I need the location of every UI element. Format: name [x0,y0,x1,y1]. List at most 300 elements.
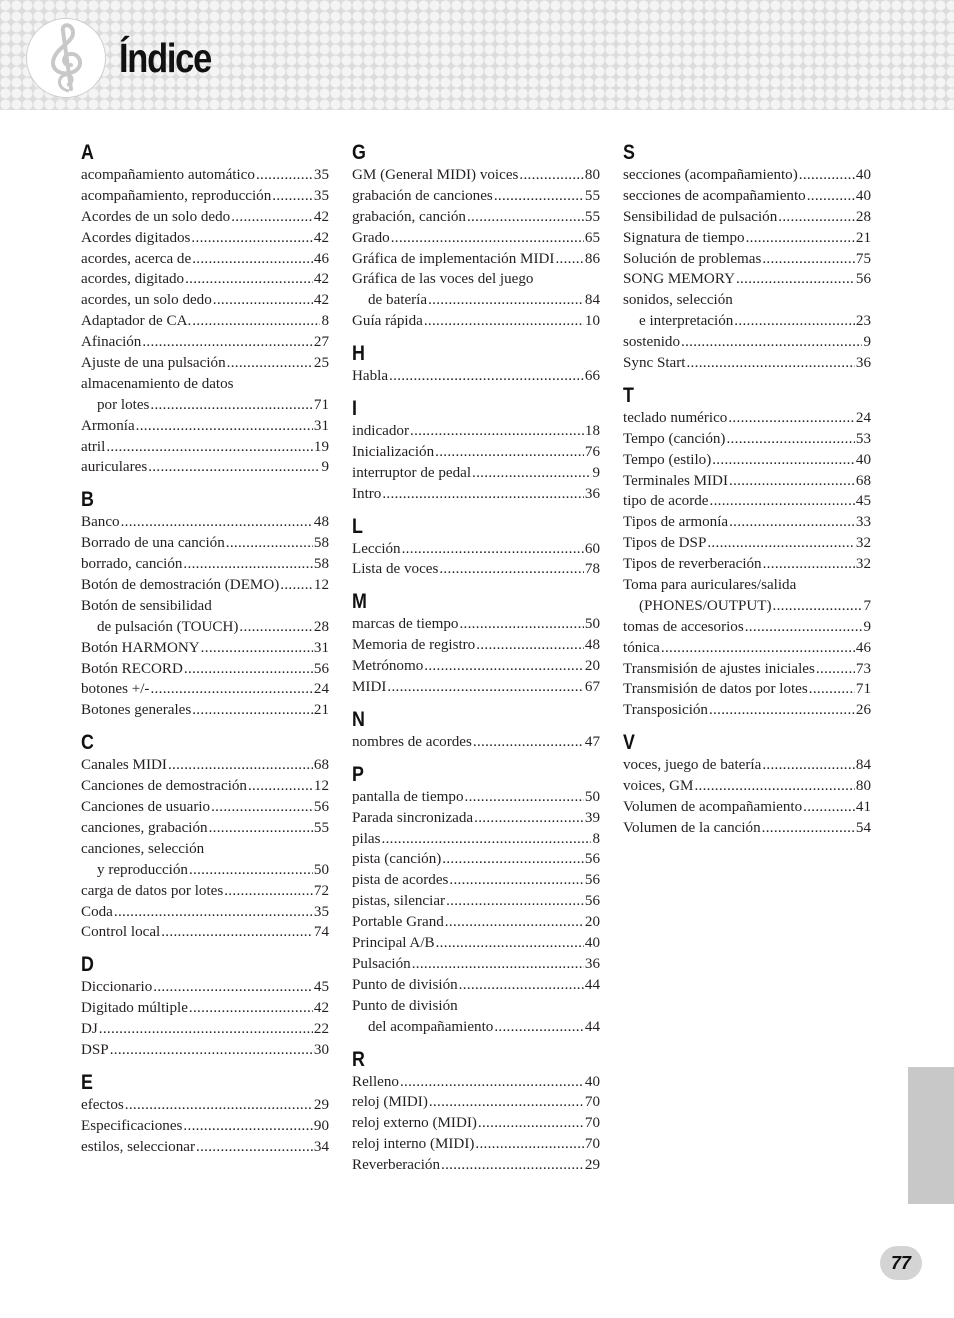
index-entry-line [81,818,329,839]
index-term: Acordes digitados [81,229,191,246]
index-entry-line [81,249,329,270]
dot-leader [446,891,584,912]
index-entry [81,977,329,998]
page-reference: 53 [855,430,871,447]
page-reference: 34 [313,1138,329,1155]
index-term: Signatura de tiempo [623,229,745,246]
index-entry-heading-line [81,374,329,395]
page-reference: 42 [313,292,329,309]
page-reference: 9 [863,334,871,351]
index-entry [352,787,600,808]
index-term: voces, juego de batería [623,757,762,774]
index-entry [81,1019,329,1040]
index-term: Transmisión de ajustes iniciales [623,660,815,677]
dot-leader [211,797,313,818]
dot-leader [153,977,313,998]
index-entry-line [352,1134,600,1155]
index-term: Principal A/B [352,935,435,952]
index-term: Sensibilidad de pulsación [623,208,778,225]
index-entry [81,839,329,881]
index-entry [623,450,871,471]
index-entry-line [352,1092,600,1113]
index-term: acordes, digitado [81,271,185,288]
index-term: indicador [352,423,409,440]
index-letter-group [81,141,329,478]
index-entry-line [81,332,329,353]
dot-leader [106,437,313,458]
index-entry [352,732,600,753]
index-section-letter: B [81,488,94,512]
index-letter-group [81,731,329,943]
page-reference: 55 [313,819,329,836]
index-letter-group [352,1048,600,1176]
index-term: Reverberación [352,1157,440,1174]
index-term: Tipos de reverberación [623,556,762,573]
index-letter-group [352,708,600,753]
dot-leader [436,933,584,954]
dot-leader [412,954,584,975]
index-entry-line [352,1072,600,1093]
page-reference: 19 [313,438,329,455]
index-entry-line [352,975,600,996]
index-entry-line [81,1040,329,1061]
index-term: Botón HARMONY [81,639,200,656]
index-entry [81,249,329,270]
index-entry-line [623,617,871,638]
dot-leader [709,700,855,721]
index-term: Punto de división [352,997,458,1014]
page-reference: 50 [584,788,600,805]
dot-leader [710,491,855,512]
dot-leader [191,228,312,249]
dot-leader [475,1134,584,1155]
index-entry-line [623,186,871,207]
index-entry [81,311,329,332]
index-section-letter: E [81,1070,93,1094]
index-term: Botón de demostración (DEMO) [81,577,280,594]
index-entry [352,559,600,580]
index-term: DJ [81,1021,98,1038]
index-term: Intro [352,485,382,502]
index-term: Botón RECORD [81,660,183,677]
index-term: teclado numérico [623,409,728,426]
index-letter-group [81,488,329,721]
index-term: Guía rápida [352,313,423,330]
index-entry-line [352,829,600,850]
index-entry [352,1072,600,1093]
page-reference: 75 [855,250,871,267]
page-reference: 56 [855,271,871,288]
index-term: atril [81,438,106,455]
page-reference: 9 [863,618,871,635]
dot-leader [465,787,584,808]
page-reference: 40 [855,187,871,204]
page-reference: 40 [584,935,600,952]
dot-leader [224,881,313,902]
dot-leader [435,442,584,463]
page-reference: 12 [313,778,329,795]
index-entry-line [623,659,871,680]
dot-leader [209,818,313,839]
index-term: y reproducción [97,861,188,878]
index-entry-line [352,1113,600,1134]
index-term: canciones, selección [81,840,205,857]
dot-leader [387,677,584,698]
index-entry [81,457,329,478]
index-entry-line [352,870,600,891]
index-term: de batería [368,292,428,309]
index-section-letter: M [352,590,367,614]
index-term: Canales MIDI [81,757,167,774]
index-entry-line [352,539,600,560]
index-entry-line [623,512,871,533]
index-entry-line [352,1155,600,1176]
dot-leader [478,1113,584,1134]
dot-leader [402,539,584,560]
index-entry-line [623,471,871,492]
index-entry-line [352,290,600,311]
index-column-1 [81,141,329,1168]
index-entry-line [81,512,329,533]
index-section-letter: A [81,141,94,164]
page-reference: 36 [584,485,600,502]
index-term: Volumen de acompañamiento [623,799,803,816]
dot-leader [424,656,584,677]
index-entry-line [623,165,871,186]
page-reference: 7 [863,597,871,614]
index-entry-heading-line [352,269,600,290]
index-term: Control local [81,924,161,941]
index-entry [81,575,329,596]
page-reference: 90 [313,1117,329,1134]
page-reference: 42 [313,229,329,246]
dot-leader [183,1116,312,1137]
index-entry-line [81,437,329,458]
dot-leader [494,1017,584,1038]
dot-leader [161,922,313,943]
index-term: Tempo (estilo) [623,451,712,468]
dot-leader [734,311,855,332]
index-letter-group [623,384,871,721]
index-term: sonidos, selección [623,292,733,309]
dot-leader [256,165,313,186]
page-reference: 39 [584,809,600,826]
page-reference: 76 [584,443,600,460]
index-term: Punto de división [352,976,458,993]
index-entry [352,975,600,996]
index-letter-group [81,1071,329,1158]
dot-leader [707,533,855,554]
page-reference: 54 [855,819,871,836]
page-reference: 31 [313,417,329,434]
dot-leader [196,1137,313,1158]
dot-leader [136,416,313,437]
page-reference: 30 [313,1041,329,1058]
dot-leader [473,732,584,753]
index-entry [81,596,329,638]
index-term: Pulsación [352,955,411,972]
page-reference: 29 [584,1157,600,1174]
dot-leader [121,512,313,533]
index-term: reloj (MIDI) [352,1094,428,1111]
page-reference: 26 [855,702,871,719]
index-entry-line [81,1116,329,1137]
treble-clef-icon [27,19,107,99]
index-entry-line [352,891,600,912]
page-header-band [0,0,954,110]
index-term: secciones de acompañamiento [623,187,806,204]
page-reference: 55 [584,208,600,225]
page-reference: 31 [313,639,329,656]
page-reference: 25 [313,355,329,372]
page-reference: 80 [855,778,871,795]
index-entry [81,554,329,575]
index-letter-group [352,141,600,332]
index-section-letter: T [623,383,634,407]
index-term: tónica [623,639,660,656]
dot-leader [185,269,313,290]
index-entry-line [623,533,871,554]
dot-leader [227,353,313,374]
index-entry-line [81,1019,329,1040]
index-entry [81,1137,329,1158]
index-entry-line [81,617,329,638]
dot-leader [150,395,313,416]
index-entry [352,484,600,505]
index-entry-line [81,977,329,998]
page-reference: 74 [313,924,329,941]
index-entry [81,228,329,249]
index-entry [623,797,871,818]
index-entry [623,228,871,249]
index-entry [81,269,329,290]
index-entry [81,881,329,902]
index-term: Coda [81,903,113,920]
index-term: Botón de sensibilidad [81,597,212,614]
index-entry-line [352,933,600,954]
index-entry [352,228,600,249]
index-entry [352,808,600,829]
page-reference: 9 [592,464,600,481]
index-entry-line [623,353,871,374]
page-reference: 8 [321,313,329,330]
dot-leader [712,450,855,471]
index-term: estilos, seleccionar [81,1138,195,1155]
index-entry-line [623,228,871,249]
page-reference: 44 [584,1018,600,1035]
page-reference: 56 [584,851,600,868]
index-term: Tipos de armonía [623,514,729,531]
index-entry [352,614,600,635]
dot-leader [142,332,313,353]
index-entry-line [623,207,871,228]
index-entry-line [81,353,329,374]
index-entry-line [352,463,600,484]
index-entry-line [81,1095,329,1116]
index-entry-line [352,165,600,186]
index-entry-line [623,332,871,353]
dot-leader [189,860,313,881]
dot-leader [459,975,584,996]
index-entry-line [81,395,329,416]
page-reference: 35 [313,903,329,920]
page-reference: 42 [313,271,329,288]
page-reference: 67 [584,679,600,696]
index-term: Lección [352,540,401,557]
dot-leader [410,421,584,442]
dot-leader [474,808,584,829]
dot-leader [555,249,583,270]
page-reference: 70 [584,1115,600,1132]
index-entry-line [81,228,329,249]
index-entry-heading-line [623,290,871,311]
dot-leader [192,311,320,332]
index-term: acordes, acerca de [81,250,192,267]
index-entry-line [81,416,329,437]
index-term: Terminales MIDI [623,472,728,489]
dot-leader [428,290,584,311]
index-entry-line [81,165,329,186]
dot-leader [114,902,313,923]
dot-leader [189,998,313,1019]
index-term: Habla [352,368,389,385]
index-entry-line [352,249,600,270]
index-entry [623,554,871,575]
index-entry-line [81,1137,329,1158]
index-entry [352,421,600,442]
index-entry [623,575,871,617]
index-entry-line [81,659,329,680]
section-side-tab [908,1067,954,1204]
index-entry [623,638,871,659]
index-term: secciones (acompañamiento) [623,167,798,183]
page-reference: 45 [313,979,329,996]
index-entry [623,332,871,353]
index-term: marcas de tiempo [352,616,459,633]
page-reference: 32 [855,535,871,552]
index-entry [623,679,871,700]
page-reference: 35 [313,167,329,183]
page-reference: 23 [855,313,871,330]
page-reference: 12 [313,577,329,594]
index-entry [81,776,329,797]
index-entry-line [81,533,329,554]
index-entry [623,186,871,207]
index-entry [352,463,600,484]
dot-leader [125,1095,313,1116]
index-term: DSP [81,1041,109,1058]
index-entry-line [352,912,600,933]
index-entry [352,954,600,975]
index-entry-line [623,797,871,818]
index-term: efectos [81,1096,124,1113]
dot-leader [476,635,584,656]
dot-leader [226,533,313,554]
dot-leader [280,575,313,596]
page-reference: 35 [313,187,329,204]
page-reference: 46 [313,250,329,267]
index-term: pista (canción) [352,851,442,868]
index-entry [81,207,329,228]
index-entry-line [352,677,600,698]
index-term: reloj interno (MIDI) [352,1136,475,1153]
index-term: tipo de acorde [623,493,709,510]
index-entry-line [352,207,600,228]
index-term: Adaptador de CA. [81,313,192,330]
index-entry [352,996,600,1038]
index-term: carga de datos por lotes [81,882,224,899]
index-entry [352,269,600,311]
index-entry-line [623,554,871,575]
page-reference: 58 [313,556,329,573]
dot-leader [762,249,855,270]
page-reference: 20 [584,658,600,675]
dot-leader [391,228,584,249]
dot-leader [183,554,312,575]
index-entry [81,1095,329,1116]
page-reference: 33 [855,514,871,531]
index-entry [81,332,329,353]
index-entry-line [352,559,600,580]
page-reference: 46 [855,639,871,656]
index-term: acompañamiento, reproducción [81,187,272,204]
page-reference: 56 [584,872,600,889]
index-term: pistas, silenciar [352,893,446,910]
dot-leader [807,186,855,207]
page-reference: 66 [584,368,600,385]
index-column-3 [623,141,871,849]
index-entry [623,290,871,332]
index-entry [81,659,329,680]
page-reference: 28 [855,208,871,225]
index-entry [81,165,329,186]
index-term: por lotes [97,396,150,413]
index-entry [81,700,329,721]
index-entry-line [623,700,871,721]
index-term: Diccionario [81,979,153,996]
index-term: pista de acordes [352,872,449,889]
index-entry-line [81,902,329,923]
dot-leader [110,1040,313,1061]
page-reference: 86 [584,250,600,267]
index-entry-line [81,638,329,659]
index-section-letter: S [623,141,635,164]
index-entry [81,902,329,923]
index-term: MIDI [352,679,387,696]
index-entry [623,165,871,186]
index-entry [623,659,871,680]
index-entry-line [81,575,329,596]
index-entry [81,922,329,943]
page-reference: 68 [855,472,871,489]
dot-leader [99,1019,313,1040]
page-reference: 22 [313,1021,329,1038]
index-letter-group [352,515,600,581]
dot-leader [459,614,583,635]
index-entry [352,1113,600,1134]
index-entry-line [352,228,600,249]
index-entry [81,533,329,554]
page-reference: 28 [313,618,329,635]
dot-leader [729,512,855,533]
page-reference: 47 [584,733,600,750]
index-term: Especificaciones [81,1117,183,1134]
page-reference: 42 [313,208,329,225]
dot-leader [231,207,313,228]
index-entry [81,797,329,818]
page-reference: 29 [313,1096,329,1113]
index-entry [352,656,600,677]
